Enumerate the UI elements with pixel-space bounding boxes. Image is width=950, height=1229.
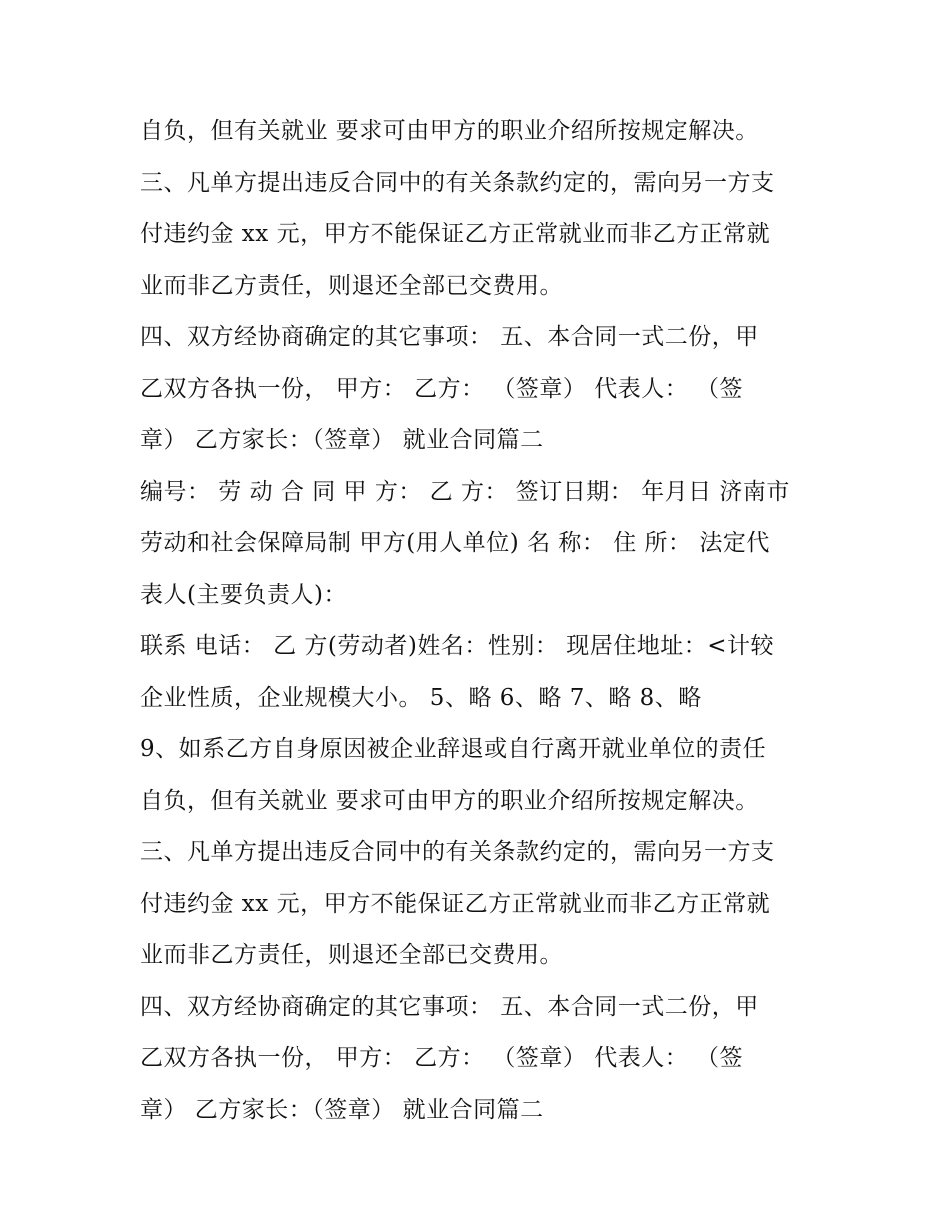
text-line: 自负，但有关就业 要求可由甲方的职业介绍所按规定解决。 (140, 787, 759, 814)
text-line: 付违约金 xx 元，甲方不能保证乙方正常就业而非乙方正常就 (140, 890, 771, 917)
text-line: 四、双方经协商确定的其它事项： 五、本合同一式二份，甲 (140, 324, 759, 350)
text-line: 自负，但有关就业 要求可由甲方的职业介绍所按规定解决。 (140, 118, 759, 144)
text-line: 乙双方各执一份， 甲方： 乙方： （签章） 代表人： （签 (140, 375, 744, 402)
document-body (140, 106, 830, 1136)
text-line: 联系 电话： 乙 方(劳动者)姓名：性别： 现居住地址：<计较 (140, 633, 774, 659)
text-line: 表人(主要负责人)： (140, 581, 347, 608)
text-line: 编号： 劳 动 合 同 甲 方： 乙 方： 签订日期： 年月日 济南市 (140, 478, 790, 505)
text-line: 劳动和社会保障局制 甲方(用人单位) 名 称： 住 所： 法定代 (140, 530, 770, 556)
text-line: 四、双方经协商确定的其它事项： 五、本合同一式二份，甲 (140, 993, 759, 1020)
text-line: 乙双方各执一份， 甲方： 乙方： （签章） 代表人： （签 (140, 1045, 744, 1071)
text-line: 付违约金 xx 元，甲方不能保证乙方正常就业而非乙方正常就 (140, 221, 771, 247)
text-line: 9、如系乙方自身原因被企业辞退或自行离开就业单位的责任 (140, 736, 767, 762)
text-line: 章） 乙方家长：（签章） 就业合同篇二 (140, 1096, 544, 1123)
text-line: 企业性质，企业规模大小。 5、略 6、略 7、略 8、略 (140, 684, 702, 711)
text-line: 章） 乙方家长：（签章） 就业合同篇二 (140, 427, 544, 453)
text-line: 三、凡单方提出违反合同中的有关条款约定的，需向另一方支 (140, 169, 775, 196)
text-line: 三、凡单方提出违反合同中的有关条款约定的，需向另一方支 (140, 839, 775, 865)
text-line: 业而非乙方责任，则退还全部已交费用。 (140, 272, 563, 299)
text-line: 业而非乙方责任，则退还全部已交费用。 (140, 942, 563, 968)
